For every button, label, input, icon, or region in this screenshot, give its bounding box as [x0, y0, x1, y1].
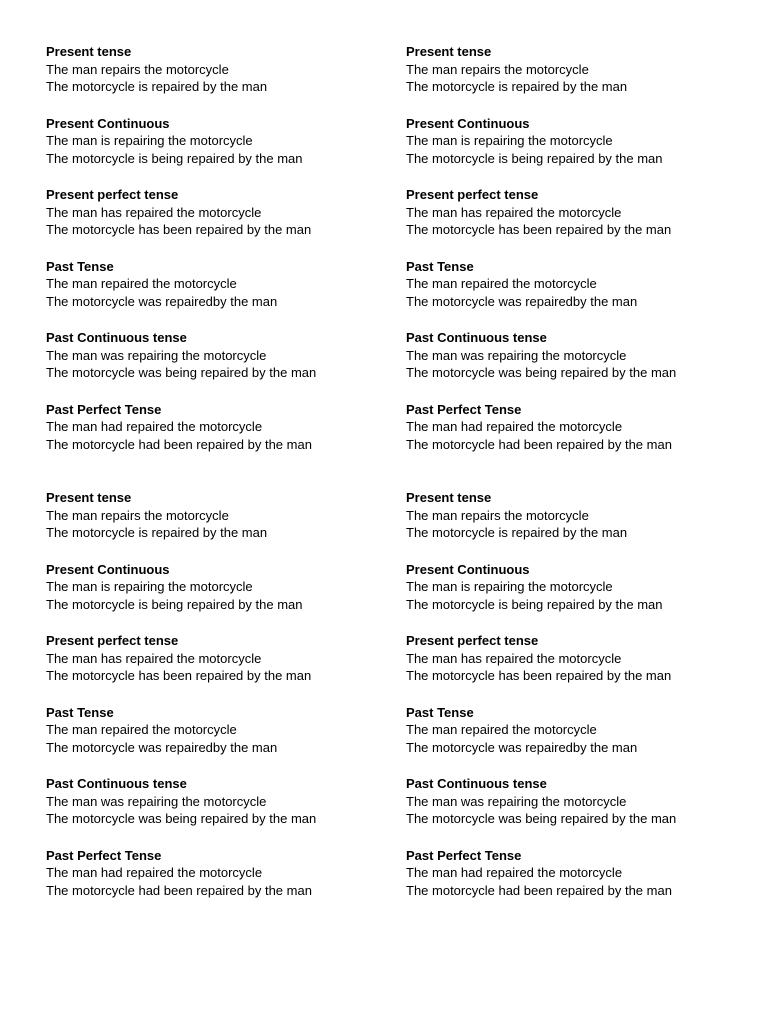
active-sentence: The man repaired the motorcycle	[406, 276, 597, 292]
tense-heading: Past Continuous tense	[46, 330, 187, 345]
tense-entry	[46, 258, 386, 330]
tense-heading: Past Tense	[406, 704, 474, 720]
tense-heading: Past Continuous tense	[46, 776, 187, 791]
passive-sentence: The motorcycle was repairedby the man	[46, 293, 278, 309]
tense-heading: Past Continuous tense	[406, 330, 547, 345]
tense-entry	[46, 775, 386, 847]
tense-heading: Present perfect tense	[406, 633, 539, 648]
tense-entry	[46, 329, 386, 401]
tense-entry	[406, 632, 746, 704]
tense-heading: Present tense	[46, 490, 132, 505]
tense-entry	[406, 489, 746, 561]
tense-heading: Present Continuous	[406, 561, 530, 577]
tense-block-top-left	[46, 43, 386, 472]
passive-sentence: The motorcycle was being repaired by the man	[406, 365, 677, 381]
passive-sentence: The motorcycle is being repaired by the man	[406, 596, 663, 612]
passive-sentence: The motorcycle had been repaired by the man	[406, 882, 672, 898]
tense-entry	[46, 401, 386, 473]
active-sentence: The man repaired the motorcycle	[46, 722, 237, 738]
tense-heading: Present Continuous	[46, 115, 170, 131]
active-sentence: The man was repairing the motorcycle	[406, 793, 627, 809]
active-sentence: The man is repairing the motorcycle	[406, 133, 613, 149]
tense-heading: Past Perfect Tense	[406, 401, 522, 417]
passive-sentence: The motorcycle is repaired by the man	[46, 525, 268, 541]
active-sentence: The man repairs the motorcycle	[46, 507, 229, 523]
tense-heading: Present perfect tense	[46, 187, 179, 202]
tense-entry	[46, 186, 386, 258]
active-sentence: The man had repaired the motorcycle	[46, 419, 263, 435]
tense-heading: Present tense	[46, 44, 132, 59]
active-sentence: The man had repaired the motorcycle	[406, 419, 623, 435]
active-sentence: The man is repairing the motorcycle	[406, 579, 613, 595]
passive-sentence: The motorcycle is repaired by the man	[46, 79, 268, 95]
tense-heading: Past Perfect Tense	[46, 401, 162, 417]
tense-heading: Present tense	[406, 44, 492, 59]
tense-entry	[406, 43, 746, 115]
active-sentence: The man was repairing the motorcycle	[46, 347, 267, 363]
tense-entry	[46, 489, 386, 561]
tense-entry	[46, 632, 386, 704]
passive-sentence: The motorcycle is being repaired by the man	[46, 596, 303, 612]
passive-sentence: The motorcycle has been repaired by the man	[46, 668, 312, 684]
passive-sentence: The motorcycle is being repaired by the man	[406, 150, 663, 166]
passive-sentence: The motorcycle was repairedby the man	[406, 739, 638, 755]
tense-entry	[406, 329, 746, 401]
tense-heading: Present tense	[406, 490, 492, 505]
tense-heading: Present perfect tense	[406, 187, 539, 202]
passive-sentence: The motorcycle was repairedby the man	[406, 293, 638, 309]
active-sentence: The man repaired the motorcycle	[406, 722, 597, 738]
tense-heading: Past Tense	[46, 704, 114, 720]
tense-heading: Present Continuous	[46, 561, 170, 577]
passive-sentence: The motorcycle was being repaired by the man	[406, 811, 677, 827]
passive-sentence: The motorcycle has been repaired by the man	[46, 222, 312, 238]
tense-heading: Past Continuous tense	[406, 776, 547, 791]
passive-sentence: The motorcycle was being repaired by the man	[46, 365, 317, 381]
tense-heading: Present perfect tense	[46, 633, 179, 648]
active-sentence: The man repaired the motorcycle	[46, 276, 237, 292]
tense-heading: Past Perfect Tense	[406, 847, 522, 863]
active-sentence: The man had repaired the motorcycle	[406, 865, 623, 881]
active-sentence: The man has repaired the motorcycle	[46, 650, 262, 666]
tense-entry	[46, 847, 386, 919]
tense-entry	[406, 258, 746, 330]
active-sentence: The man was repairing the motorcycle	[46, 793, 267, 809]
tense-heading: Present Continuous	[406, 115, 530, 131]
tense-entry	[406, 186, 746, 258]
passive-sentence: The motorcycle had been repaired by the man	[46, 882, 312, 898]
active-sentence: The man is repairing the motorcycle	[46, 579, 253, 595]
tense-entry	[406, 115, 746, 187]
tense-entry	[406, 847, 746, 919]
active-sentence: The man repairs the motorcycle	[406, 61, 589, 77]
passive-sentence: The motorcycle is repaired by the man	[406, 79, 628, 95]
passive-sentence: The motorcycle had been repaired by the man	[406, 436, 672, 452]
tense-entry	[406, 775, 746, 847]
active-sentence: The man repairs the motorcycle	[406, 507, 589, 523]
active-sentence: The man has repaired the motorcycle	[406, 204, 622, 220]
passive-sentence: The motorcycle was repairedby the man	[46, 739, 278, 755]
active-sentence: The man has repaired the motorcycle	[406, 650, 622, 666]
active-sentence: The man had repaired the motorcycle	[46, 865, 263, 881]
tense-entry	[46, 115, 386, 187]
tense-entry	[46, 704, 386, 776]
passive-sentence: The motorcycle was being repaired by the man	[46, 811, 317, 827]
tense-heading: Past Perfect Tense	[46, 847, 162, 863]
passive-sentence: The motorcycle is repaired by the man	[406, 525, 628, 541]
passive-sentence: The motorcycle has been repaired by the man	[406, 668, 672, 684]
tense-entry	[406, 401, 746, 473]
tense-block-bottom-left	[46, 489, 386, 918]
tense-heading: Past Tense	[46, 258, 114, 274]
tense-entry	[406, 704, 746, 776]
tense-entry	[406, 561, 746, 633]
tense-entry	[46, 561, 386, 633]
passive-sentence: The motorcycle is being repaired by the man	[46, 150, 303, 166]
tense-heading: Past Tense	[406, 258, 474, 274]
tense-entry	[46, 43, 386, 115]
active-sentence: The man repairs the motorcycle	[46, 61, 229, 77]
tense-block-bottom-right	[406, 489, 746, 918]
passive-sentence: The motorcycle had been repaired by the man	[46, 436, 312, 452]
active-sentence: The man is repairing the motorcycle	[46, 133, 253, 149]
passive-sentence: The motorcycle has been repaired by the man	[406, 222, 672, 238]
active-sentence: The man was repairing the motorcycle	[406, 347, 627, 363]
tense-block-top-right	[406, 43, 746, 472]
active-sentence: The man has repaired the motorcycle	[46, 204, 262, 220]
